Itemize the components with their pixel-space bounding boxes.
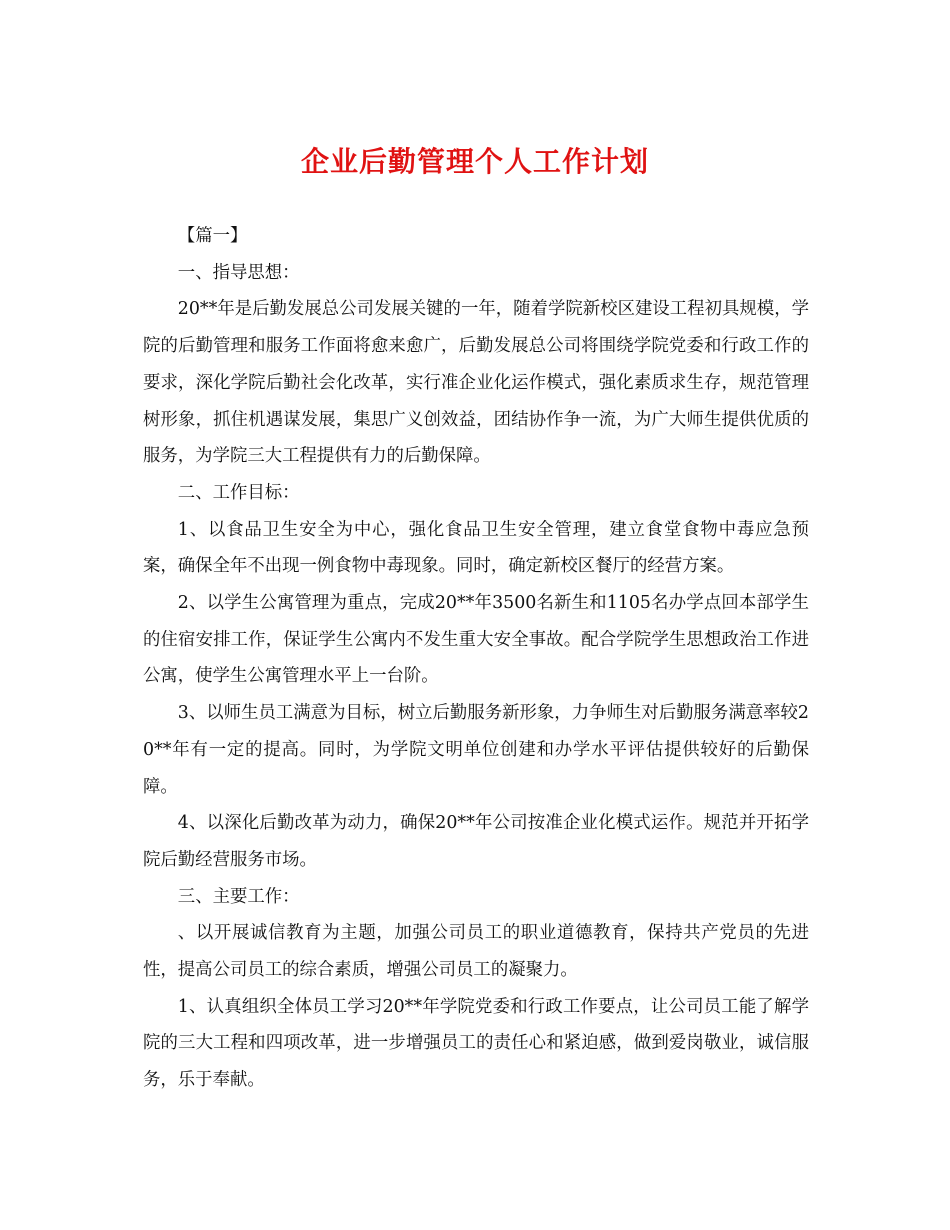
section-heading: 三、主要工作： [177,886,300,907]
document-body [143,218,809,1099]
paragraph: 3、以师生员工满意为目标，树立后勤服务新形象，力争师生对后勤服务满意率较20**年有一定的提高。同时，为学院文明单位创建和办学水平评估提供较好的后勤保障。 [143,703,809,797]
paragraph: 1、认真组织全体员工学习20**年学院党委和行政工作要点，让公司员工能了解学院的三大工程和四项改革，进一步增强员工的责任心和紧迫感，做到爱岗敬业，诚信服务，乐于奉献。 [143,996,809,1091]
section-label: 【篇一】 [177,226,248,246]
document-title: 企业后勤管理个人工作计划 [300,145,649,178]
paragraph: 2、以学生公寓管理为重点，完成20**年3500名新生和1105名办学点回本部学生的住宿安排工作，保证学生公寓内不发生重大安全事故。配合学院学生思想政治工作进公寓，使学生公寓管理水平上一台阶。 [143,593,809,687]
paragraph: 1、以食品卫生安全为中心，强化食品卫生安全管理，建立食堂食物中毒应急预案，确保全年不出现一例食物中毒现象。同时，确定新校区餐厅的经营方案。 [143,519,809,577]
section-heading: 二、工作目标： [177,482,300,503]
paragraph: 20**年是后勤发展总公司发展关键的一年，随着学院新校区建设工程初具规模，学院的后勤管理和服务工作面将愈来愈广，后勤发展总公司将围绕学院党委和行政工作的要求，深化学院后勤社会化改革，实行准企业化运作模式，强化素质求生存，规范管理树形象，抓住机遇谋发展，集思广义创效益，团结协作争一流，为广大师生提供优质的服务，为学院三大工程提供有力的后勤保障。 [143,299,809,467]
paragraph: 4、以深化后勤改革为动力，确保20**年公司按准企业化模式运作。规范并开拓学院后勤经营服务市场。 [143,813,809,870]
section-heading: 一、指导思想： [177,262,300,283]
paragraph: 、以开展诚信教育为主题，加强公司员工的职业道德教育，保持共产党员的先进性，提高公司员工的综合素质，增强公司员工的凝聚力。 [143,923,809,981]
